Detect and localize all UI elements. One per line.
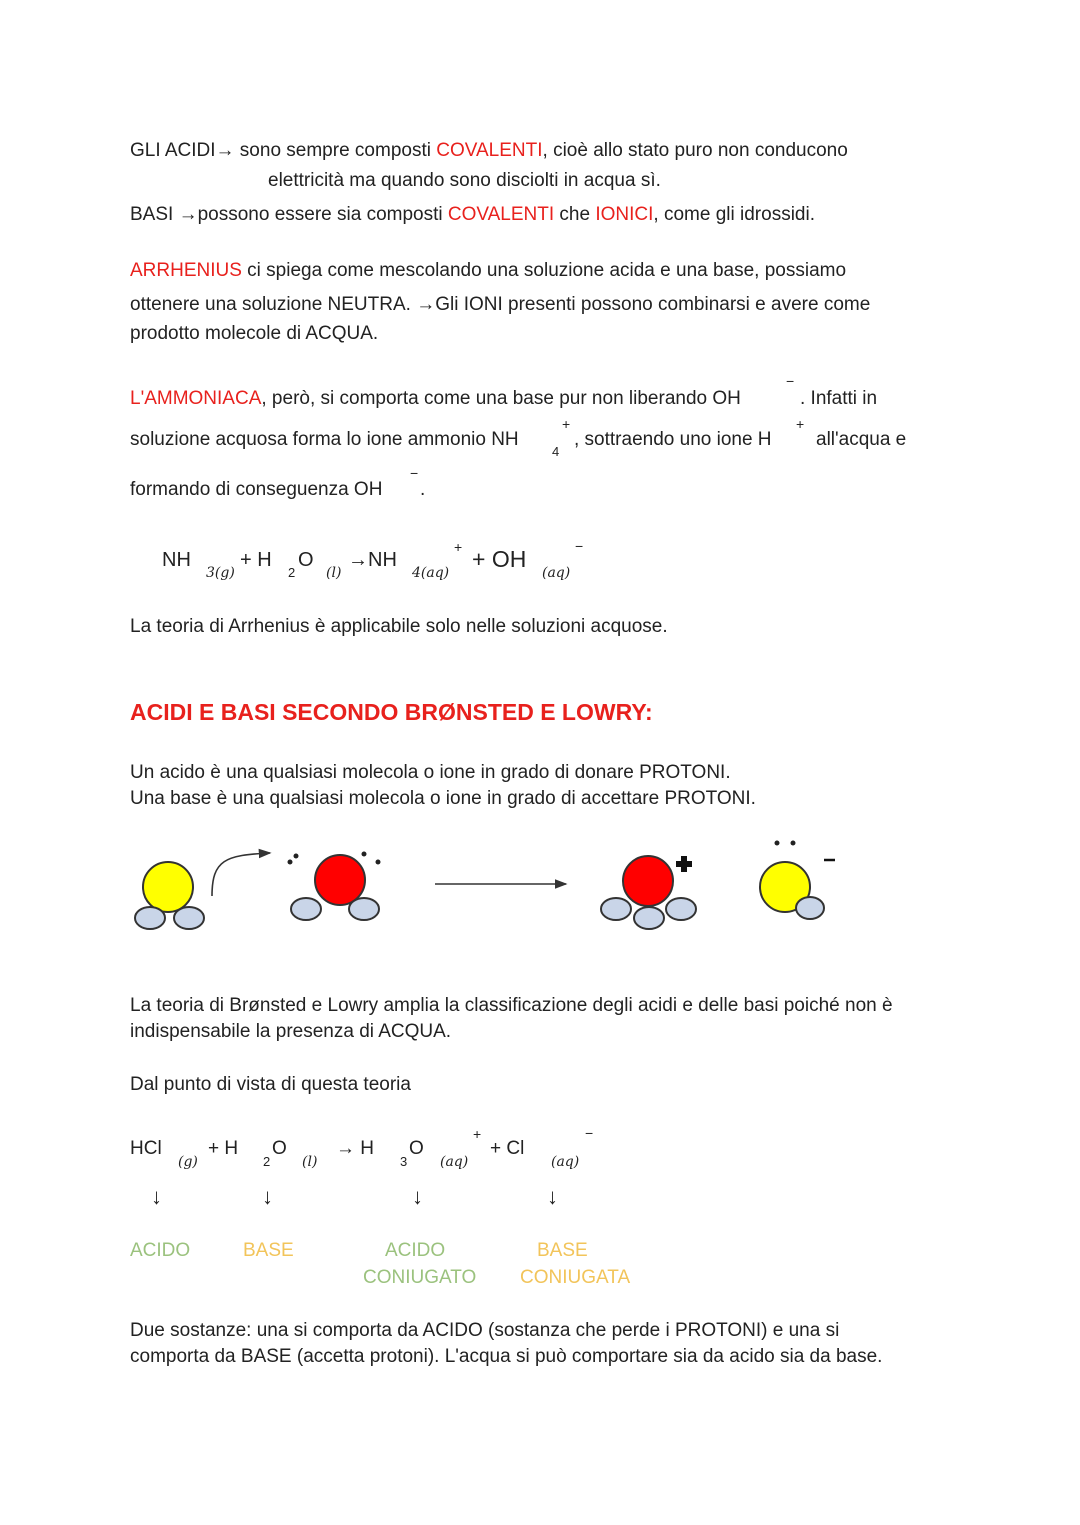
plus-sign: + bbox=[562, 416, 571, 432]
electron-dot bbox=[288, 860, 293, 865]
plus-sign: + bbox=[796, 416, 805, 432]
minus-sign: − bbox=[786, 373, 795, 389]
ammonia-line-3: formando di conseguenza OH bbox=[130, 479, 383, 500]
base-definition: Una base è una qualsiasi molecola o ione in grado di accettare PROTONI. bbox=[130, 788, 756, 809]
bronsted-line-1: La teoria di Brønsted e Lowry amplia la classificazione degli acidi e delle basi poiché non è bbox=[130, 995, 893, 1016]
eq1-minus: − bbox=[575, 538, 584, 554]
highlight: COVALENTI bbox=[447, 204, 555, 225]
arrhenius-line-3: prodotto molecole di ACQUA. bbox=[130, 323, 379, 344]
eq1-plus-h: + H bbox=[240, 549, 272, 571]
arrhenius-note: La teoria di Arrhenius è applicabile solo nelle soluzioni acquose. bbox=[130, 616, 668, 637]
eq1-arrow-nh: →NH bbox=[348, 549, 397, 571]
hydrogen-atom bbox=[634, 907, 664, 929]
hydrogen-atom bbox=[291, 898, 321, 920]
hydrogen-atom bbox=[135, 907, 165, 929]
down-arrow-icon: ↓ bbox=[151, 1184, 162, 1209]
eq2-plus-h: + H bbox=[208, 1138, 239, 1159]
acids-line bbox=[130, 141, 848, 160]
electron-dot bbox=[376, 860, 381, 865]
summary-line-1: Due sostanze: una si comporta da ACIDO (sostanza che perde i PROTONI) e una si bbox=[130, 1320, 840, 1341]
plus-charge-icon bbox=[676, 856, 692, 872]
ammonia-line-2c: all'acqua e bbox=[816, 429, 907, 450]
section-heading: ACIDI E BASI SECONDO BRØNSTED E LOWRY: bbox=[130, 699, 653, 725]
bases-line bbox=[130, 205, 815, 224]
down-arrow-icon: ↓ bbox=[547, 1184, 558, 1209]
down-arrow-icon: ↓ bbox=[412, 1184, 423, 1209]
eq2-state: (l) bbox=[302, 1154, 318, 1170]
yellow-atom bbox=[143, 862, 193, 912]
electron-dot bbox=[362, 852, 367, 857]
arrhenius-line-1 bbox=[130, 261, 846, 280]
acid-definition: Un acido è una qualsiasi molecola o ione in grado di donare PROTONI. bbox=[130, 762, 731, 783]
subscript: 4 bbox=[552, 444, 560, 459]
highlight: ARRHENIUS bbox=[130, 260, 242, 281]
eq2-sub: 3 bbox=[400, 1154, 408, 1169]
eq2-minus: − bbox=[585, 1125, 594, 1141]
label-acid: ACIDO bbox=[130, 1240, 191, 1261]
eq2-o: O bbox=[409, 1138, 424, 1159]
text: GLI ACIDI→ sono sempre composti bbox=[130, 140, 437, 161]
text: , cioè allo stato puro non conducono bbox=[542, 140, 848, 161]
electron-dot bbox=[294, 854, 299, 859]
highlight: IONICI bbox=[595, 204, 654, 225]
minus-sign: − bbox=[410, 465, 419, 481]
yellow-atom bbox=[760, 862, 810, 912]
bronsted-line-2: indispensabile la presenza di ACQUA. bbox=[130, 1021, 452, 1042]
eq2-o: O bbox=[272, 1138, 287, 1159]
ammonia-line-2a: soluzione acquosa forma lo ione ammonio NH bbox=[130, 429, 519, 450]
eq2-state: (aq) bbox=[440, 1154, 469, 1170]
label-conjugate-base: BASE bbox=[537, 1240, 588, 1261]
eq1-nh: NH bbox=[162, 549, 191, 571]
viewpoint-text: Dal punto di vista di questa teoria bbox=[130, 1074, 411, 1095]
ammonia-line-2b: , sottraendo uno ione H bbox=[574, 429, 772, 450]
eq1-oh: + OH bbox=[472, 546, 527, 572]
eq1-state: (aq) bbox=[542, 565, 571, 581]
hydrogen-atom bbox=[174, 907, 204, 929]
eq1-sub: 2 bbox=[288, 565, 296, 580]
arrhenius-line-2: ottenere una soluzione NEUTRA. →Gli IONI presenti possono combinarsi e avere come bbox=[130, 294, 871, 315]
hydrogen-atom bbox=[796, 897, 824, 919]
text: , però, si comporta come una base pur non liberando OH bbox=[261, 388, 741, 409]
eq2-arrow-h: → H bbox=[336, 1138, 374, 1159]
electron-dot bbox=[791, 841, 796, 846]
highlight: COVALENTI bbox=[436, 140, 543, 161]
eq2-state: (aq) bbox=[551, 1154, 580, 1170]
eq2-sub: 2 bbox=[263, 1154, 271, 1169]
ammonia-line-1 bbox=[130, 389, 741, 408]
eq1-state: (l) bbox=[326, 565, 342, 581]
hydrogen-atom bbox=[349, 898, 379, 920]
eq2-state: (g) bbox=[178, 1154, 198, 1170]
red-atom bbox=[315, 855, 365, 905]
period: . bbox=[420, 479, 426, 500]
hydrogen-atom bbox=[601, 898, 631, 920]
text: , come gli idrossidi. bbox=[653, 204, 815, 225]
text: . Infatti in bbox=[800, 388, 878, 409]
eq2-cl: + Cl bbox=[490, 1138, 525, 1159]
label-conjugate-acid: CONIUGATO bbox=[363, 1267, 477, 1288]
highlight: L'AMMONIACA bbox=[130, 388, 262, 409]
eq2-hcl: HCl bbox=[130, 1138, 162, 1159]
label-conjugate-acid: ACIDO bbox=[385, 1240, 446, 1261]
text: BASI →possono essere sia composti bbox=[130, 204, 448, 225]
eq1-plus: + bbox=[454, 539, 463, 555]
curved-arrow-icon bbox=[212, 853, 270, 896]
label-base: BASE bbox=[243, 1240, 294, 1261]
text: ci spiega come mescolando una soluzione acida e una base, possiamo bbox=[241, 260, 847, 281]
eq1-state: 4(aq) bbox=[412, 565, 450, 581]
electron-dot bbox=[775, 841, 780, 846]
eq1-state: 3(g) bbox=[206, 565, 235, 581]
label-conjugate-base: CONIUGATA bbox=[520, 1267, 631, 1288]
down-arrow-icon: ↓ bbox=[262, 1184, 273, 1209]
summary-line-2: comporta da BASE (accetta protoni). L'acqua si può comportare sia da acido sia da base. bbox=[130, 1346, 883, 1367]
eq1-o: O bbox=[298, 549, 314, 571]
text: che bbox=[554, 204, 596, 225]
eq2-plus: + bbox=[473, 1126, 482, 1142]
hydrogen-atom bbox=[666, 898, 696, 920]
red-atom bbox=[623, 856, 673, 906]
acids-line-2: elettricità ma quando sono disciolti in acqua sì. bbox=[268, 170, 661, 191]
